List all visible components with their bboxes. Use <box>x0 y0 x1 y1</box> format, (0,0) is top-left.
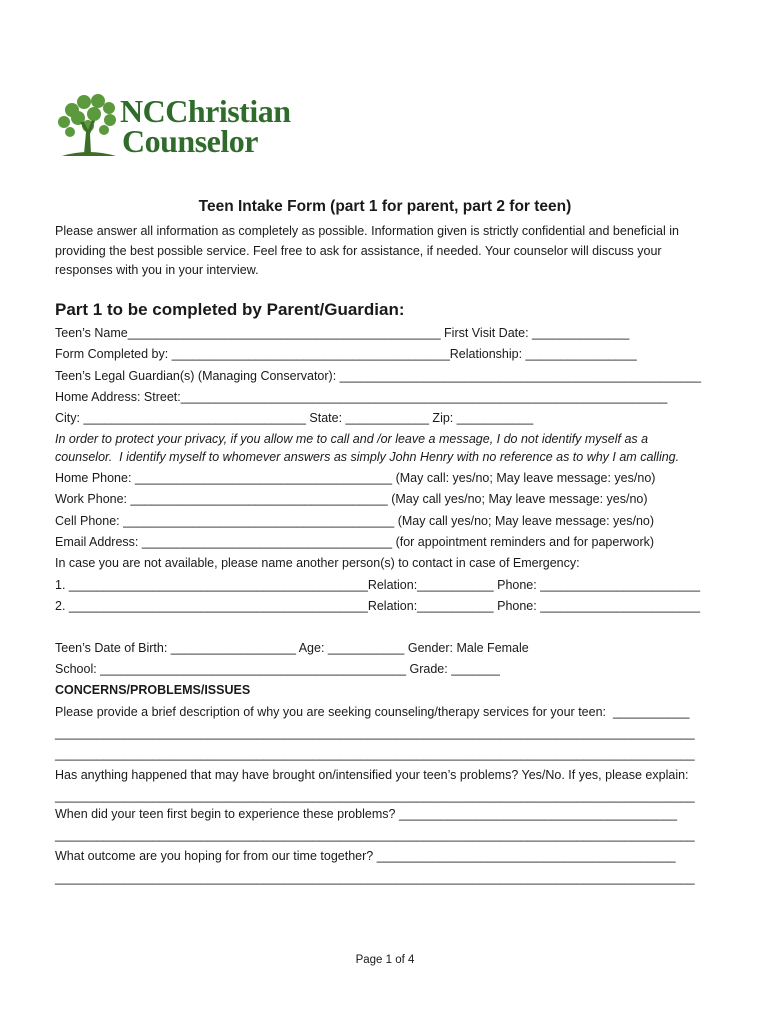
logo-wordmark <box>120 93 291 159</box>
form-title: Teen Intake Form (part 1 for parent, part 2 for teen) <box>198 198 572 215</box>
field-teens-name[interactable]: Teen’s Name_____________________________________________ First Visit Date: ______________ <box>55 326 630 340</box>
logo-line-1: NCChristian <box>120 93 291 129</box>
intro-paragraph: Please answer all information as completely as possible. Information given is strictly confidential and beneficial in providing the best possible service. Feel free to ask for assistance, if needed. Your counselor will discuss your responses with you in your interview. <box>55 224 679 277</box>
question-anything-happened[interactable]: Has anything happened that may have brought on/intensified your teen’s problems? Yes/No. If yes, please explain: <box>55 768 689 782</box>
logo-line-2: Counselor <box>122 123 258 159</box>
answer-line[interactable]: ____________________________________________________________________________________________ <box>55 726 695 740</box>
privacy-note-line-1: In order to protect your privacy, if you allow me to call and /or leave a message, I do not identify myself as a <box>55 432 649 446</box>
field-emergency-contact-1[interactable]: 1. ___________________________________________Relation:___________ Phone: _______________________ <box>55 578 701 592</box>
field-legal-guardian[interactable]: Teen’s Legal Guardian(s) (Managing Conservator): ____________________________________________________ <box>55 369 702 383</box>
field-home-address[interactable]: Home Address: Street:______________________________________________________________________ <box>55 390 668 404</box>
page-number: Page 1 of 4 <box>355 954 415 966</box>
field-emergency-contact-2[interactable]: 2. ___________________________________________Relation:___________ Phone: _______________________ <box>55 599 701 613</box>
concerns-heading: CONCERNS/PROBLEMS/ISSUES <box>55 683 251 697</box>
part1-heading: Part 1 to be completed by Parent/Guardian: <box>55 300 405 319</box>
answer-line[interactable]: ____________________________________________________________________________________________ <box>55 871 695 885</box>
emergency-contact-instructions: In case you are not available, please name another person(s) to contact in case of Emergency: <box>55 556 580 570</box>
answer-line[interactable]: ____________________________________________________________________________________________ <box>55 828 695 842</box>
field-email-address[interactable]: Email Address: ____________________________________ (for appointment reminders and for paperwork) <box>55 535 655 549</box>
field-form-completed-by[interactable]: Form Completed by: ________________________________________Relationship: ________________ <box>55 347 637 361</box>
answer-line[interactable]: ____________________________________________________________________________________________ <box>55 789 695 803</box>
field-home-phone[interactable]: Home Phone: _____________________________________ (May call: yes/no; May leave message: yes/no) <box>55 471 656 485</box>
field-school[interactable]: School: ____________________________________________ Grade: _______ <box>55 662 500 676</box>
answer-line[interactable]: ____________________________________________________________________________________________ <box>55 747 695 761</box>
question-first-experienced[interactable]: When did your teen first begin to experience these problems? ________________________________________ <box>55 807 678 821</box>
question-reason-for-counseling[interactable]: Please provide a brief description of why you are seeking counseling/therapy services for your teen: ___________ <box>55 705 690 719</box>
question-hoped-outcome[interactable]: What outcome are you hoping for from our time together? ___________________________________________ <box>55 849 676 863</box>
field-cell-phone[interactable]: Cell Phone: _______________________________________ (May call yes/no; May leave message: yes/no) <box>55 514 655 528</box>
field-date-of-birth[interactable]: Teen’s Date of Birth: __________________ Age: ___________ Gender: Male Female <box>55 641 529 655</box>
field-work-phone[interactable]: Work Phone: _____________________________________ (May call yes/no; May leave message: yes/no) <box>55 492 648 506</box>
privacy-note-line-2: counselor. I identify myself to whomever answers as simply John Henry with no reference as to why I am calling. <box>55 450 680 464</box>
field-city-state-zip[interactable]: City: ________________________________ State: ____________ Zip: ___________ <box>55 411 534 425</box>
